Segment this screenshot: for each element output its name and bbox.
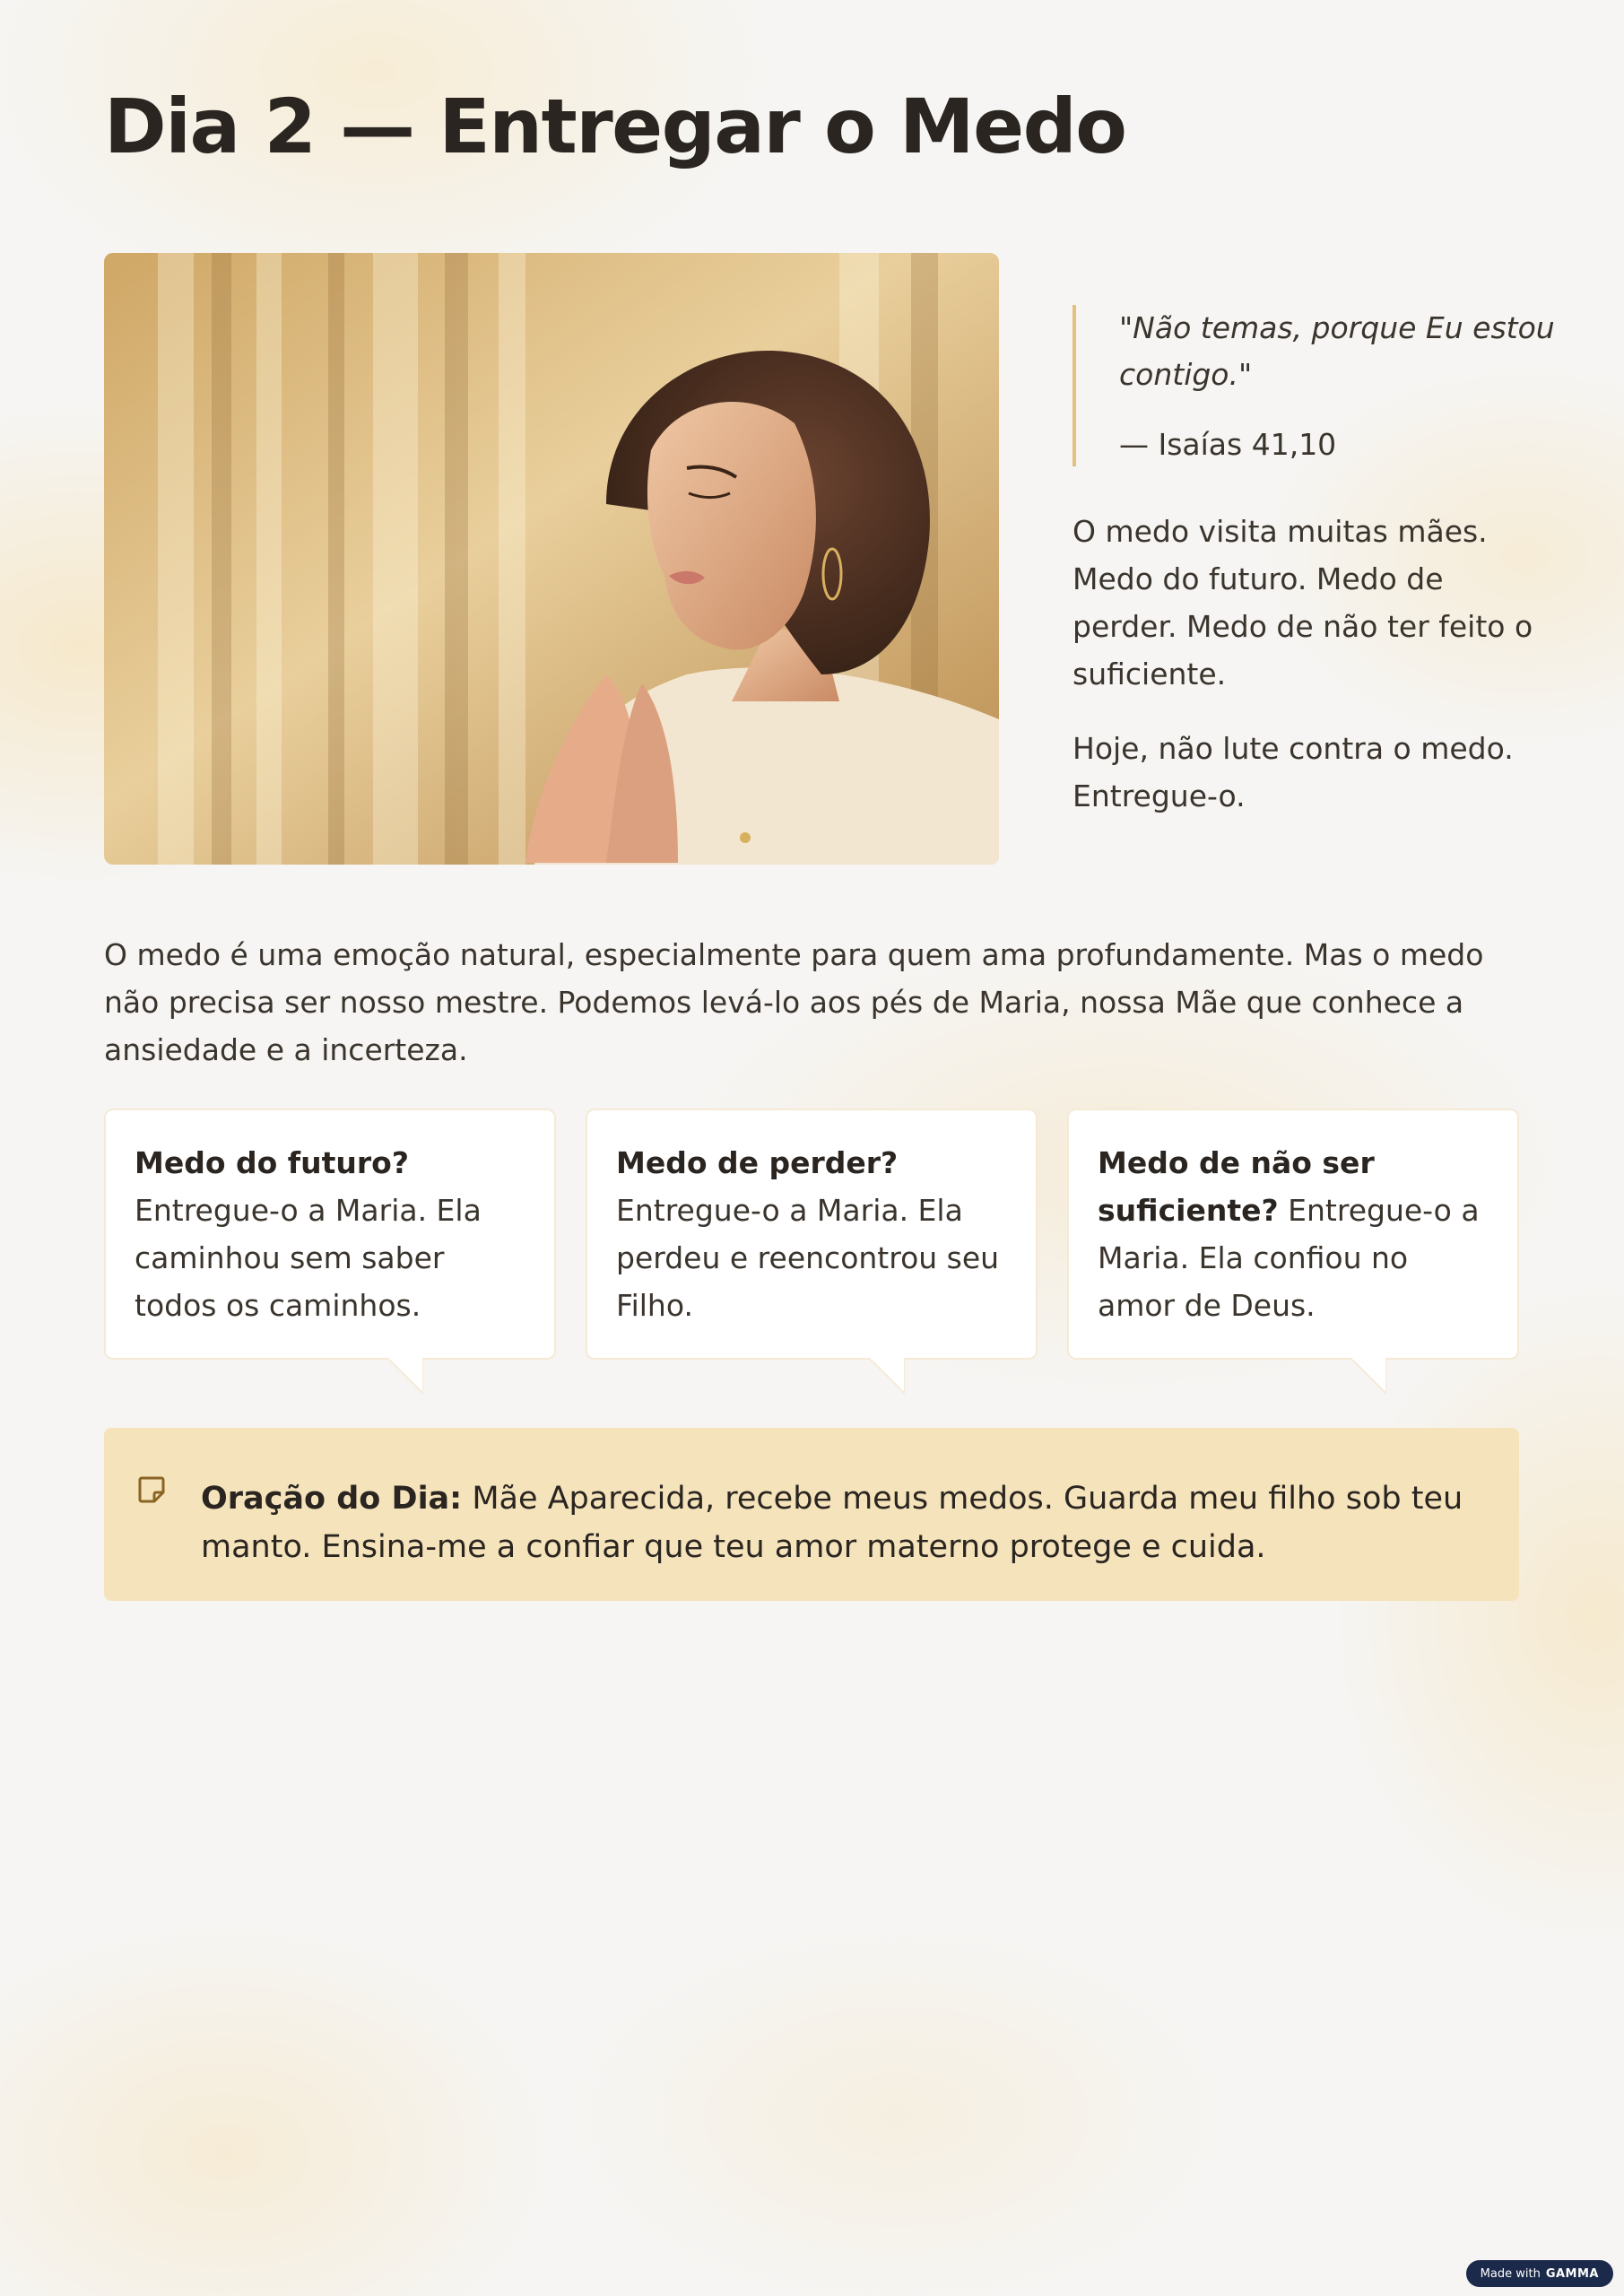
quote-text: "Não temas, porque Eu estou contigo." <box>1119 310 1555 392</box>
prayer-callout <box>104 1428 1519 1601</box>
badge-prefix: Made with <box>1480 2266 1541 2281</box>
speech-tail <box>387 1358 423 1392</box>
scripture-quote <box>1073 305 1568 466</box>
card-fear-losing <box>586 1109 1038 1360</box>
made-with-gamma-badge[interactable] <box>1466 2260 1613 2287</box>
card-title: Medo de não ser suficiente? <box>1098 1145 1375 1228</box>
note-icon <box>136 1474 167 1505</box>
side-paragraph-fear: O medo visita muitas mães. Medo do futuro. Medo de perder. Medo de não ter feito o suficiente. <box>1073 514 1533 691</box>
speech-tail <box>1350 1358 1386 1392</box>
card-title: Medo de perder? <box>616 1145 899 1180</box>
quote-reference: — Isaías 41,10 <box>1119 427 1337 462</box>
side-paragraph-surrender: Hoje, não lute contra o medo. Entregue-o. <box>1073 731 1514 813</box>
card-fear-not-enough <box>1067 1109 1519 1360</box>
card-text: Entregue-o a Maria. Ela caminhou sem saber todos os caminhos. <box>135 1193 482 1323</box>
card-text: Entregue-o a Maria. Ela perdeu e reencontrou seu Filho. <box>616 1193 1000 1323</box>
prayer-text: Mãe Aparecida, recebe meus medos. Guarda meu filho sob teu manto. Ensina-me a confiar que teu amor materno protege e cuida. <box>201 1481 1463 1565</box>
speech-tail <box>869 1358 905 1392</box>
praying-woman-photo <box>104 253 999 865</box>
page-title: Dia 2 — Entregar o Medo <box>104 83 1126 170</box>
badge-brand: GAMMA <box>1545 2266 1599 2281</box>
card-text: Entregue-o a Maria. Ela confiou no amor de Deus. <box>1098 1193 1480 1323</box>
intro-paragraph: O medo é uma emoção natural, especialmente para quem ama profundamente. Mas o medo não precisa ser nosso mestre. Podemos levá-lo aos pés de Maria, nossa Mãe que conhece a ansiedade e a incerteza. <box>104 937 1484 1067</box>
card-fear-future <box>104 1109 556 1360</box>
prayer-label: Oração do Dia: <box>201 1481 463 1517</box>
card-title: Medo do futuro? <box>135 1145 409 1180</box>
